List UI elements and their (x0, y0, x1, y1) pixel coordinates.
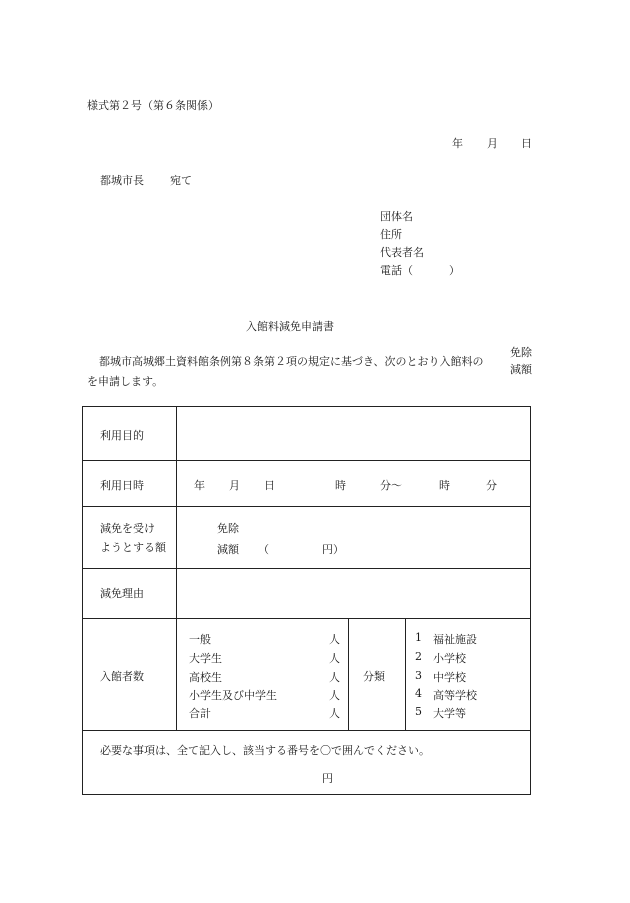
yen-label: 円 (322, 772, 333, 785)
purpose-label: 利用目的 (100, 429, 144, 442)
visitor-unit: 人 (329, 689, 340, 702)
visitors-label: 入館者数 (100, 670, 144, 683)
visitor-unit: 人 (329, 707, 340, 720)
visitor-type: 小学生及び中学生 (189, 689, 277, 702)
reason-label: 減免理由 (100, 587, 144, 600)
amount-reduction: 減額 (217, 543, 239, 556)
datetime-minute-end: 分 (486, 479, 497, 492)
row-divider (83, 568, 531, 569)
visitor-type: 一般 (189, 633, 211, 646)
visitor-unit: 人 (329, 671, 340, 684)
applicant-address-label: 住所 (380, 228, 402, 241)
visitor-unit: 人 (329, 652, 340, 665)
category-name: 福祉施設 (433, 633, 477, 646)
category-number: 4 (415, 687, 422, 700)
amount-label-line1: 減免を受け (100, 522, 155, 535)
form-number: 様式第２号（第６条関係） (87, 99, 219, 112)
visitor-type: 高校生 (189, 671, 222, 684)
visitor-type: 大学生 (189, 652, 222, 665)
addressee-suffix: 宛て (170, 174, 192, 187)
date-day-label: 日 (521, 137, 532, 150)
visitor-unit: 人 (329, 633, 340, 646)
category-name: 高等学校 (433, 689, 477, 702)
amount-exemption: 免除 (217, 522, 239, 535)
visitor-divider (348, 618, 349, 730)
datetime-label: 利用日時 (100, 479, 144, 492)
amount-yen: 円） (322, 543, 344, 556)
intro-line2: を申請します。 (87, 375, 164, 388)
applicant-org-label: 団体名 (380, 210, 413, 223)
amount-label-line2: ようとする額 (100, 541, 166, 554)
datetime-hour-start: 時 (335, 479, 346, 492)
applicant-phone-label: 電話（ (380, 264, 413, 277)
date-month-label: 月 (487, 137, 498, 150)
datetime-month: 月 (229, 479, 240, 492)
datetime-hour-end: 時 (439, 479, 450, 492)
addressee-name: 都城市長 (100, 174, 144, 187)
category-name: 中学校 (433, 671, 466, 684)
datetime-year: 年 (194, 479, 205, 492)
label-column-divider (176, 407, 177, 730)
visitor-type: 合計 (189, 707, 211, 720)
document-title: 入館料減免申請書 (246, 320, 334, 333)
row-divider (83, 618, 531, 619)
category-name: 大学等 (433, 707, 466, 720)
intro-line1: 都城市高城郷土資料館条例第８条第２項の規定に基づき、次のとおり入館料の (99, 355, 484, 368)
row-divider (83, 460, 531, 461)
instruction-note: 必要な事項は、全て記入し、該当する番号を〇で囲んでください。 (100, 744, 430, 757)
applicant-phone-close: ） (449, 264, 460, 277)
category-number: 3 (415, 669, 422, 682)
datetime-day: 日 (264, 479, 275, 492)
category-number: 5 (415, 705, 422, 718)
date-year-label: 年 (452, 137, 463, 150)
category-number: 1 (415, 631, 422, 644)
row-divider (83, 730, 531, 731)
intro-option-exemption: 免除 (510, 346, 532, 359)
row-divider (83, 506, 531, 507)
category-divider (405, 618, 406, 730)
application-table (82, 406, 531, 795)
applicant-representative-label: 代表者名 (380, 246, 424, 259)
category-label: 分類 (363, 670, 385, 683)
category-name: 小学校 (433, 652, 466, 665)
category-number: 2 (415, 650, 422, 663)
intro-option-reduction: 減額 (510, 363, 532, 376)
amount-paren-open: （ (258, 543, 269, 556)
datetime-minute-start: 分〜 (380, 479, 402, 492)
